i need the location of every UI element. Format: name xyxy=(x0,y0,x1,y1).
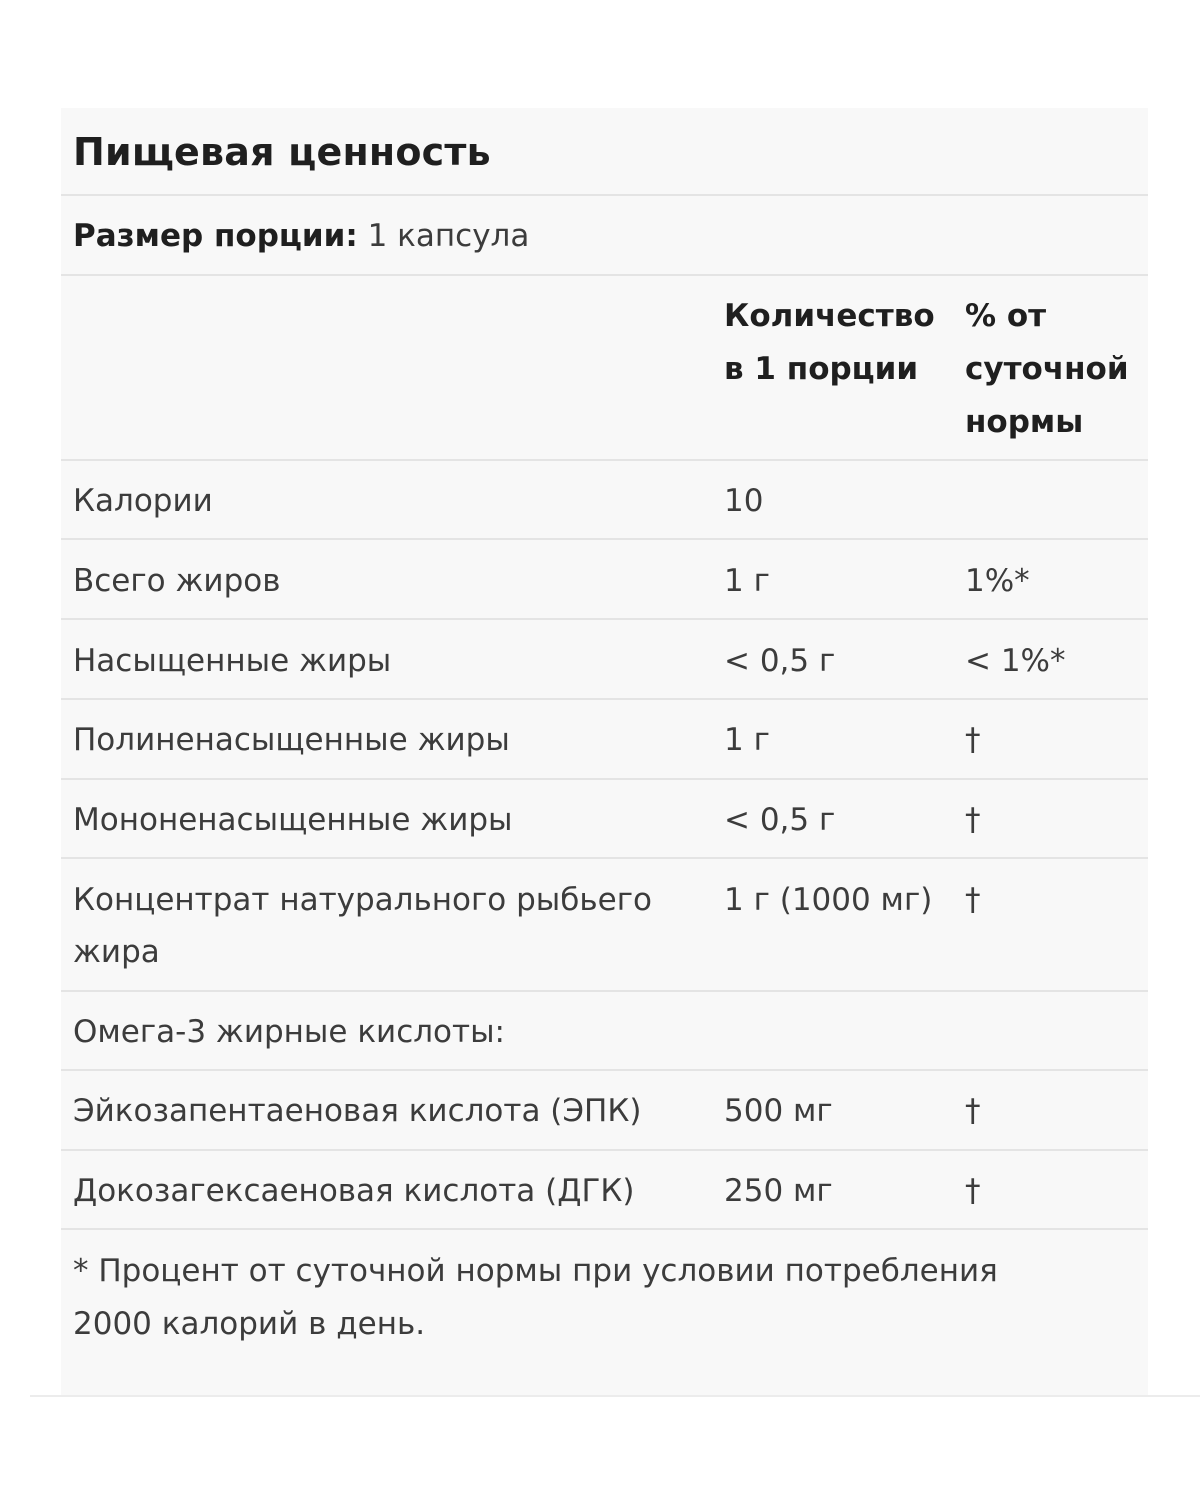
row-daily-value: † xyxy=(965,802,981,838)
dv-header-line: % от xyxy=(965,298,1047,334)
row-name: Всего жиров xyxy=(73,563,281,599)
row-daily-value: < 1%* xyxy=(965,643,1066,679)
row-amount: 1 г xyxy=(724,563,770,599)
divider xyxy=(61,194,1148,196)
divider xyxy=(61,274,1148,276)
serving-size-label: Размер порции: xyxy=(73,218,358,254)
row-amount: 250 мг xyxy=(724,1173,833,1209)
bottom-divider xyxy=(30,1395,1200,1397)
divider xyxy=(61,990,1148,992)
row-name: Докозагексаеновая кислота (ДГК) xyxy=(73,1173,635,1209)
footnote xyxy=(73,1245,1073,1351)
row-name: Калории xyxy=(73,483,213,519)
row-name: Полиненасыщенные жиры xyxy=(73,722,510,758)
amount-header-line: в 1 порции xyxy=(724,351,919,387)
serving-size xyxy=(73,218,529,254)
row-amount: 1 г xyxy=(724,722,770,758)
row-name-line: Концентрат натурального рыбьего xyxy=(73,882,652,918)
divider xyxy=(61,1228,1148,1230)
row-name: Эйкозапентаеновая кислота (ЭПК) xyxy=(73,1093,642,1129)
divider xyxy=(61,1069,1148,1071)
dv-header-line: суточной xyxy=(965,351,1129,387)
row-amount: < 0,5 г xyxy=(724,802,836,838)
divider xyxy=(61,857,1148,859)
divider xyxy=(61,698,1148,700)
nutrition-facts-panel xyxy=(61,108,1148,1395)
serving-size-value: 1 капсула xyxy=(357,218,530,254)
divider xyxy=(61,538,1148,540)
row-name: Мононенасыщенные жиры xyxy=(73,802,513,838)
footnote-line: * Процент от суточной нормы при условии потребления xyxy=(73,1253,998,1289)
row-name: Насыщенные жиры xyxy=(73,643,392,679)
daily-value-column-header xyxy=(965,290,1129,449)
amount-column-header xyxy=(724,290,935,396)
row-group-heading: Омега-3 жирные кислоты: xyxy=(73,1014,506,1050)
row-daily-value: 1%* xyxy=(965,563,1030,599)
divider xyxy=(61,1149,1148,1151)
row-daily-value: † xyxy=(965,722,981,758)
divider xyxy=(61,459,1148,461)
divider xyxy=(61,618,1148,620)
dv-header-line: нормы xyxy=(965,404,1084,440)
row-name xyxy=(73,874,652,978)
row-daily-value: † xyxy=(965,1093,981,1129)
divider xyxy=(61,778,1148,780)
amount-header-line: Количество xyxy=(724,298,935,334)
row-name-line: жира xyxy=(73,934,160,970)
row-daily-value: † xyxy=(965,882,981,918)
row-daily-value: † xyxy=(965,1173,981,1209)
row-amount: 1 г (1000 мг) xyxy=(724,882,933,918)
row-amount: 500 мг xyxy=(724,1093,833,1129)
row-amount: < 0,5 г xyxy=(724,643,836,679)
footnote-line: 2000 калорий в день. xyxy=(73,1306,426,1342)
nutrition-title: Пищевая ценность xyxy=(73,130,491,174)
row-amount: 10 xyxy=(724,483,764,519)
